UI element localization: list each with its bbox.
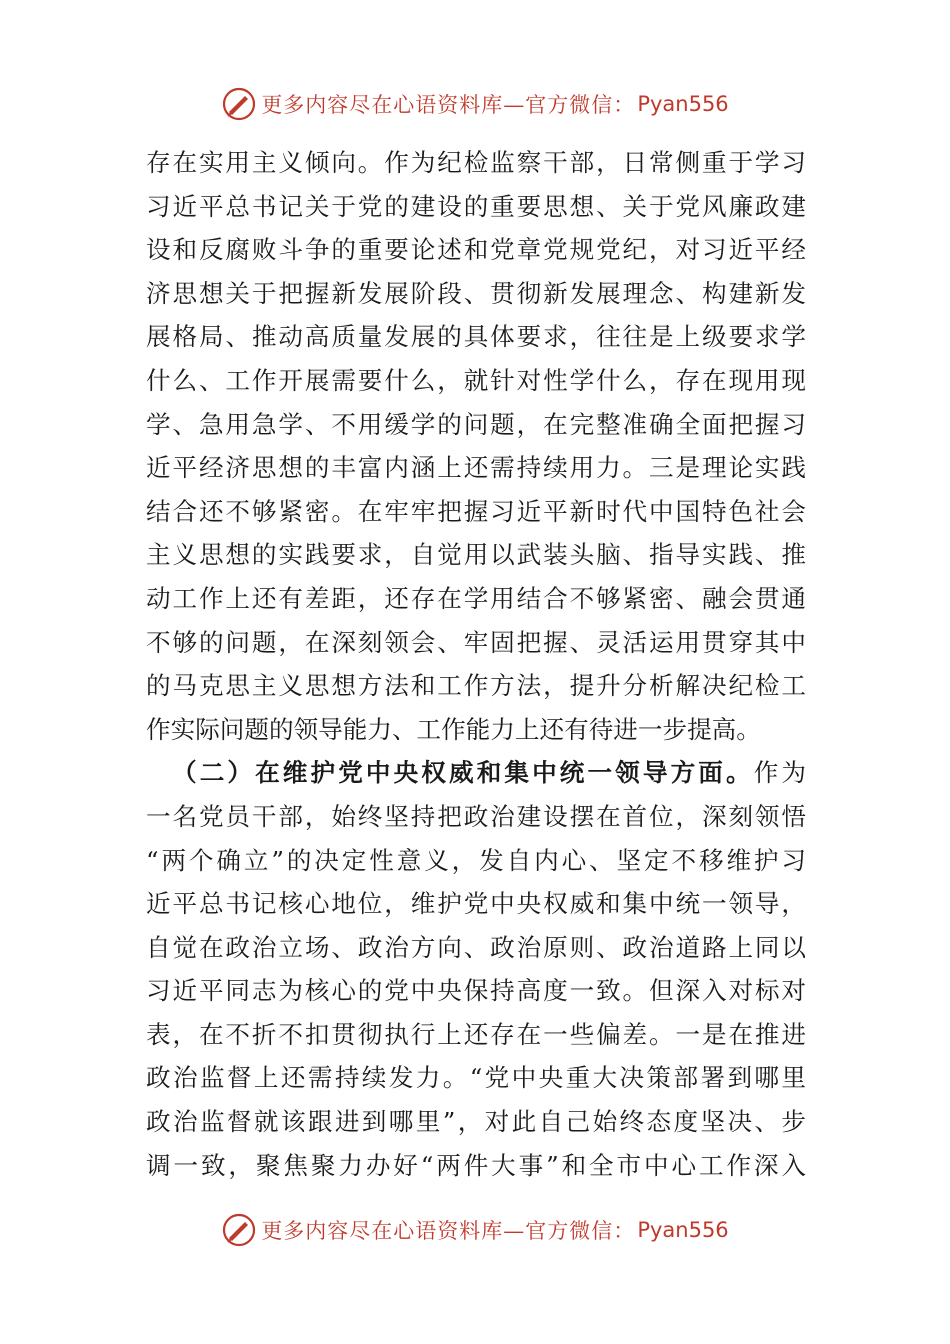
text-line: 的马克思主义思想方法和工作方法，提升分析解决纪检工 (146, 671, 806, 701)
text-line: 调一致，聚焦聚力办好“两件大事”和全市中心工作深入 (146, 1150, 806, 1180)
text-line: 什么、工作开展需要什么，就针对性学什么，存在现用现 (146, 365, 806, 395)
text-line: 结合还不够紧密。在牢牢把握习近平新时代中国特色社会 (146, 496, 806, 526)
text-line: 自觉在政治立场、政治方向、政治原则、政治道路上同以 (146, 932, 806, 962)
text-line: 主义思想的实践要求，自觉用以武装头脑、指导实践、推 (146, 540, 806, 570)
text-line: 习近平同志为核心的党中央保持高度一致。但深入对标对 (146, 976, 806, 1006)
text-line: 动工作上还有差距，还存在学用结合不够紧密、融会贯通 (146, 583, 806, 613)
body-text (146, 141, 806, 1187)
paragraph-1 (146, 141, 806, 751)
text-line: 表，在不折不扣贯彻执行上还存在一些偏差。一是在推进 (146, 1019, 806, 1049)
text-line: “两个确立”的决定性意义，发自内心、坚定不移维护习 (146, 845, 806, 875)
text-line: 展格局、推动高质量发展的具体要求，往往是上级要求学 (146, 322, 806, 352)
text-line: 不够的问题，在深刻领会、牢固把握、灵活运用贯穿其中 (146, 627, 806, 657)
text-line: 一名党员干部，始终坚持把政治建设摆在首位，深刻领悟 (146, 801, 806, 831)
text-line: 政治监督就该跟进到哪里”，对此自己始终态度坚决、步 (146, 1107, 806, 1137)
text-line: 学、急用急学、不用缓学的问题，在完整准确全面把握习 (146, 409, 806, 439)
text-line: 近平经济思想的丰富内涵上还需持续用力。三是理论实践 (146, 453, 806, 483)
pen-logo-icon (221, 86, 257, 122)
watermark-wechat-id: Pyan556 (637, 1218, 729, 1242)
pen-logo-icon (221, 1212, 257, 1248)
section-2 (146, 751, 806, 1187)
watermark-wechat-id: Pyan556 (637, 92, 729, 116)
section-heading: （二）在维护党中央权威和集中统一领导方面。 (172, 758, 754, 788)
text-line: 作实际问题的领导能力、工作能力上还有待进一步提高。 (146, 714, 761, 744)
watermark-text: 更多内容尽在心语资料库—官方微信： (261, 93, 636, 117)
text-line: 近平总书记核心地位，维护党中央权威和集中统一领导， (146, 889, 806, 919)
watermark-footer (0, 1210, 950, 1250)
section-2-first-line (146, 751, 806, 795)
heading-line-rest: 作为 (753, 758, 806, 788)
text-line: 习近平总书记关于党的建设的重要思想、关于党风廉政建 (146, 191, 806, 221)
watermark-header (0, 84, 950, 124)
text-line: 存在实用主义倾向。作为纪检监察干部，日常侧重于学习 (146, 148, 806, 177)
watermark-text: 更多内容尽在心语资料库—官方微信： (261, 1219, 636, 1243)
text-line: 政治监督上还需持续发力。“党中央重大决策部署到哪里 (146, 1063, 806, 1093)
text-line: 设和反腐败斗争的重要论述和党章党规党纪，对习近平经 (146, 235, 806, 265)
text-line: 济思想关于把握新发展阶段、贯彻新发展理念、构建新发 (146, 278, 806, 308)
